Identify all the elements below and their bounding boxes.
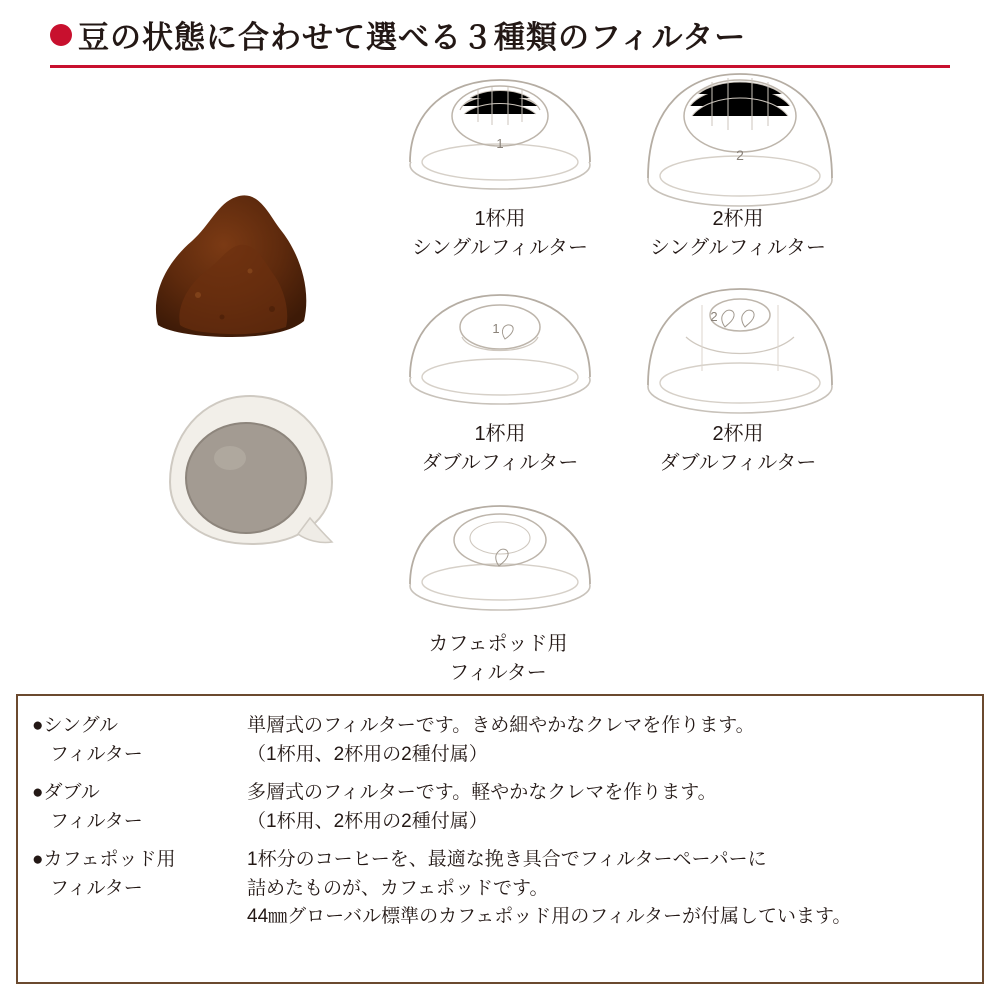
svg-text:2: 2	[710, 309, 718, 324]
svg-text:1: 1	[496, 136, 504, 151]
filter-single-1cup-illustration	[400, 70, 600, 195]
svg-text:1: 1	[492, 321, 500, 336]
red-circle-bullet-icon	[50, 24, 72, 46]
legend-term-single: ●シングル フィルター	[32, 715, 143, 765]
filter-double-1cup-illustration	[400, 285, 600, 410]
legend-box	[16, 694, 984, 984]
filter-single-2cup-illustration	[640, 60, 840, 210]
filter-single-1cup-caption: 1杯用 シングルフィルター	[411, 208, 589, 259]
legend-row-single	[32, 712, 968, 769]
legend-desc-single: 単層式のフィルターです。きめ細やかなクレマを作ります。 （1杯用、2杯用の2種付属）	[247, 715, 755, 765]
legend-desc-double: 多層式のフィルターです。軽やかなクレマを作ります。 （1杯用、2杯用の2種付属）	[247, 782, 717, 832]
filter-cafe-pod-caption: カフェポッド用 フィルター	[428, 633, 568, 684]
filter-single-2cup-caption: 2杯用 シングルフィルター	[649, 208, 827, 259]
coffee-grounds-illustration	[140, 175, 320, 345]
filter-double-2cup-illustration	[640, 275, 840, 415]
coffee-pod-illustration	[160, 390, 340, 550]
illustration-area	[0, 60, 1000, 690]
legend-term-double: ●ダブル フィルター	[32, 782, 143, 832]
legend-row-cafe-pod	[32, 846, 968, 932]
filter-double-2cup-caption: 2杯用 ダブルフィルター	[659, 423, 817, 474]
legend-term-cafe-pod: ●カフェポッド用 フィルター	[32, 849, 176, 899]
page-title: 豆の状態に合わせて選べる３種類のフィルター	[78, 20, 747, 55]
filter-cafe-pod-illustration	[400, 490, 600, 615]
legend-row-double	[32, 779, 968, 836]
filter-double-1cup-caption: 1杯用 ダブルフィルター	[421, 423, 579, 474]
svg-text:2: 2	[736, 147, 744, 163]
legend-desc-cafe-pod: 1杯分のコーヒーを、最適な挽き具合でフィルターペーパーに 詰めたものが、カフェポッドです。 44㎜グローバル標準のカフェポッド用のフィルターが付属しています。	[247, 849, 852, 927]
